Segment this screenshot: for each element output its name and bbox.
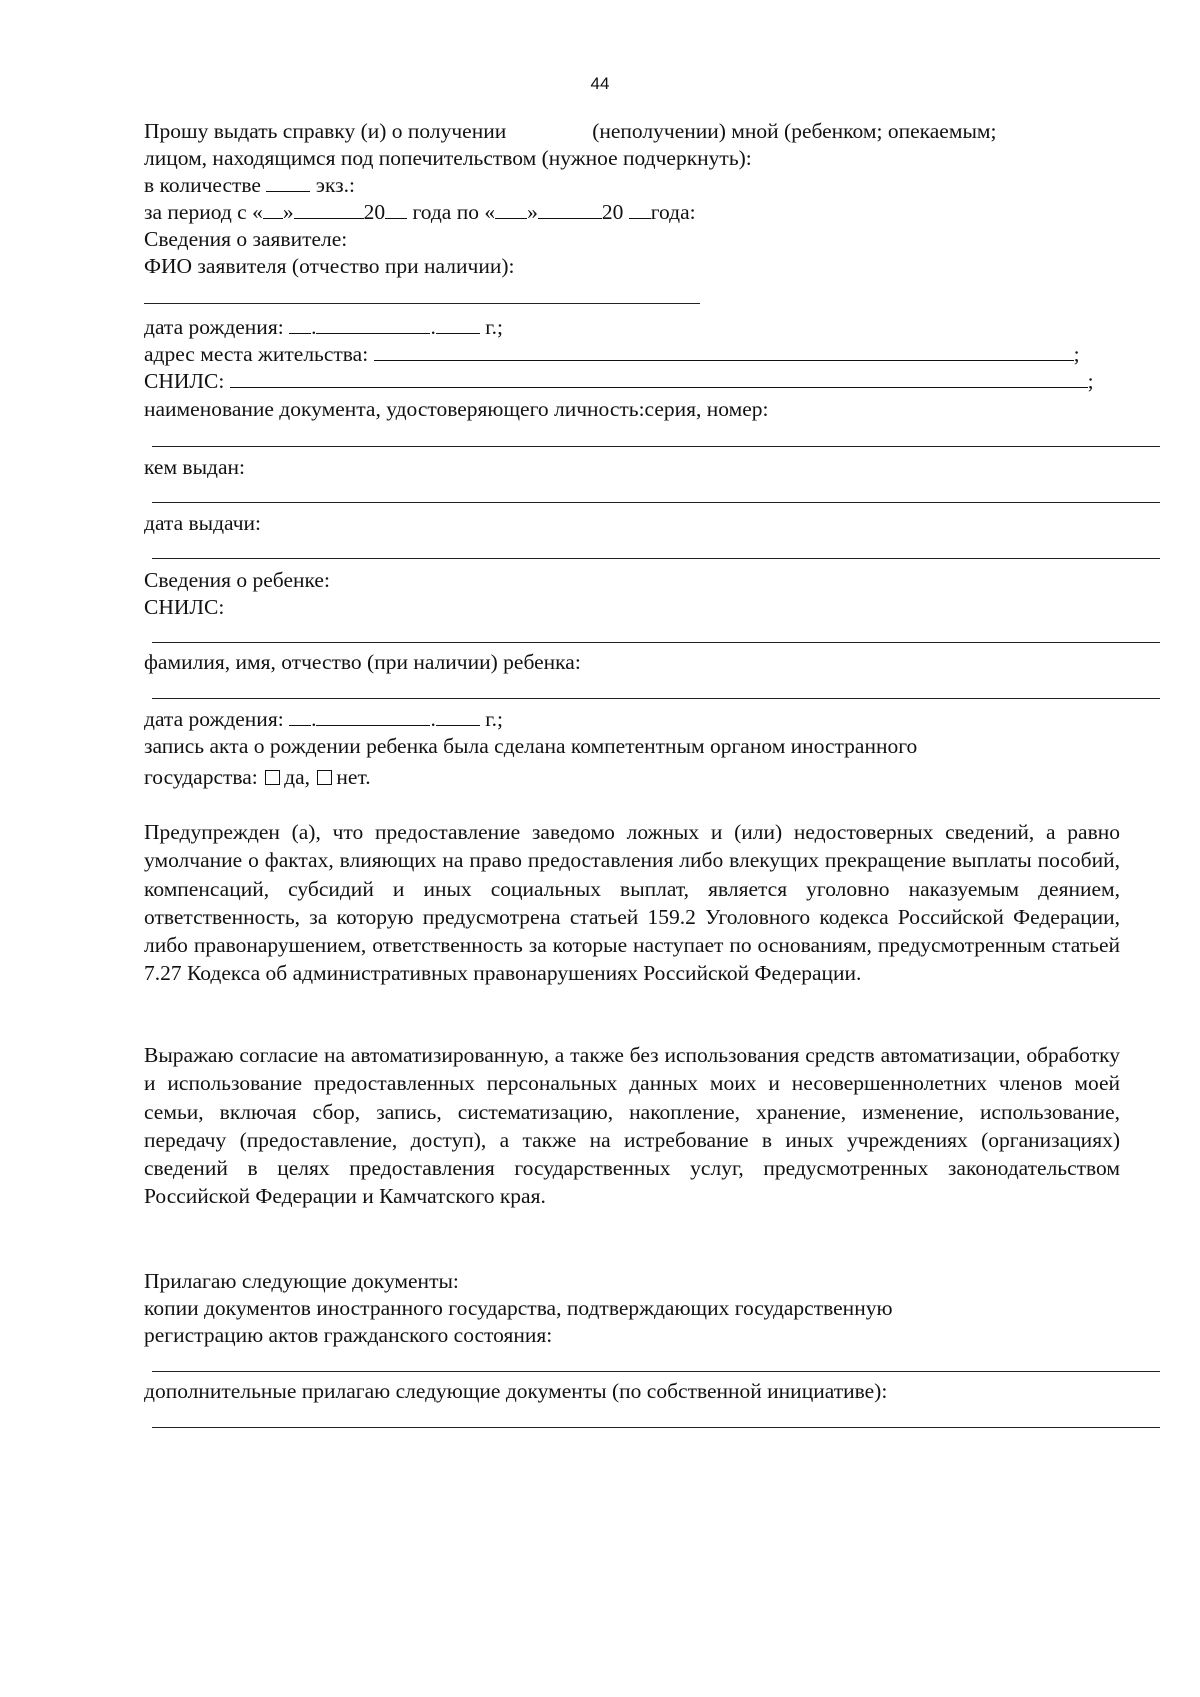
period-century-to: 20 xyxy=(601,200,624,224)
issue-date-field[interactable] xyxy=(152,558,1160,559)
yes-checkbox[interactable] xyxy=(265,770,280,785)
dot: . xyxy=(430,315,436,339)
applicant-birth-month-field[interactable] xyxy=(316,315,430,334)
request-line-2: лицом, находящимся под попечительством (нужное подчеркнуть): xyxy=(144,146,752,170)
period-from-day-field[interactable] xyxy=(263,200,283,219)
quantity-label: в количестве xyxy=(144,173,261,197)
applicant-snils-field[interactable] xyxy=(230,369,1088,388)
child-birth-label: дата рождения: xyxy=(144,707,284,731)
child-fio-field[interactable] xyxy=(152,698,1160,699)
address-field[interactable] xyxy=(374,342,1074,361)
id-doc-label: наименование документа, удостоверяющего личность:серия, номер: xyxy=(144,397,769,421)
issued-by-label: кем выдан: xyxy=(144,455,245,479)
period-label: за период с « xyxy=(144,200,263,224)
applicant-birth-day-field[interactable] xyxy=(289,315,311,334)
address-label: адрес места жительства: xyxy=(144,342,369,366)
applicant-birth-label: дата рождения: xyxy=(144,315,284,339)
child-birth-line xyxy=(144,706,503,732)
quantity-line xyxy=(144,172,355,198)
issue-date-label: дата выдачи: xyxy=(144,511,262,535)
applicant-snils-line xyxy=(144,368,1094,394)
period-quote-2: » xyxy=(527,200,538,224)
period-line xyxy=(144,199,696,225)
applicant-birth-year-field[interactable] xyxy=(436,315,480,334)
no-label: нет. xyxy=(336,765,371,789)
period-to-month-field[interactable] xyxy=(538,200,602,219)
foreign-record-line-2 xyxy=(144,764,371,790)
no-checkbox[interactable] xyxy=(317,770,332,785)
dot: . xyxy=(430,707,436,731)
quantity-field[interactable] xyxy=(266,173,310,192)
child-birth-month-field[interactable] xyxy=(316,707,430,726)
period-end: года: xyxy=(650,200,696,224)
dot: . xyxy=(311,707,317,731)
dot: . xyxy=(311,315,317,339)
request-text-b: (неполучении) мной (ребенком; опекаемым; xyxy=(592,119,997,143)
issued-by-field[interactable] xyxy=(152,502,1160,503)
applicant-fio-field[interactable] xyxy=(144,303,700,304)
child-birth-day-field[interactable] xyxy=(289,707,311,726)
additional-docs-label: дополнительные прилагаю следующие документы (по собственной инициативе): xyxy=(144,1379,888,1403)
period-from-year-field[interactable] xyxy=(385,200,407,219)
foreign-docs-line-1: копии документов иностранного государства, подтверждающих государственную xyxy=(144,1296,893,1320)
child-heading: Сведения о ребенке: xyxy=(144,568,330,592)
warning-paragraph: Предупрежден (а), что предоставление заведомо ложных и (или) недостоверных сведений, а равно умолчание о фактах, влияющих на право предоставления либо влекущих прекращение выплаты пособий, компенсаций, субсидий и иных социальных выплат, является уголовно наказуемым деянием, ответственность, за которую предусмотрена статьей 159.2 Уголовного кодекса Российской Федерации, либо правонарушением, ответственность за которые наступает по основаниям, предусмотренным статьей 7.27 Кодекса об административных правонарушениях Российской Федерации. xyxy=(144,820,1120,986)
semicolon: ; xyxy=(1087,369,1094,393)
period-century-from: 20 xyxy=(363,200,386,224)
id-doc-field[interactable] xyxy=(152,446,1160,447)
period-to-label: года по « xyxy=(412,200,496,224)
child-snils-label: СНИЛС: xyxy=(144,595,225,619)
request-line-1 xyxy=(144,118,996,144)
period-to-day-field[interactable] xyxy=(495,200,527,219)
foreign-docs-field[interactable] xyxy=(152,1371,1160,1372)
period-to-year-field[interactable] xyxy=(629,200,651,219)
request-text-a: Прошу выдать справку (и) о получении xyxy=(144,119,507,143)
foreign-docs-line-2: регистрацию актов гражданского состояния: xyxy=(144,1323,553,1347)
yes-label: да, xyxy=(284,765,311,789)
period-from-month-field[interactable] xyxy=(294,200,364,219)
attachments-heading: Прилагаю следующие документы: xyxy=(144,1269,459,1293)
applicant-fio-label: ФИО заявителя (отчество при наличии): xyxy=(144,254,515,278)
foreign-record-line-1: запись акта о рождении ребенка была сделана компетентным органом иностранного xyxy=(144,734,918,758)
consent-paragraph: Выражаю согласие на автоматизированную, а также без использования средств автоматизации, обработку и использование предоставленных персональных данных моих и несовершеннолетних членов моей семьи, включая сбор, запись, систематизацию, накопление, хранение, изменение, использование, передачу (предоставление, доступ), а также на истребование в иных учреждениях (организациях) сведений в целях предоставления государственных услуг, предусмотренных законодательством Российской Федерации и Камчатского края. xyxy=(144,1043,1120,1209)
child-fio-label: фамилия, имя, отчество (при наличии) ребенка: xyxy=(144,650,581,674)
foreign-record-prefix: государства: xyxy=(144,765,258,789)
applicant-birth-line xyxy=(144,314,503,340)
child-birth-year-field[interactable] xyxy=(436,707,480,726)
additional-docs-field[interactable] xyxy=(152,1427,1160,1428)
semicolon: ; xyxy=(1073,342,1080,366)
page-number: 44 xyxy=(590,74,610,93)
address-line xyxy=(144,341,1080,367)
child-snils-field[interactable] xyxy=(152,642,1160,643)
period-quote: » xyxy=(282,200,294,224)
year-suffix: г.; xyxy=(485,707,503,731)
applicant-heading: Сведения о заявителе: xyxy=(144,227,348,251)
applicant-snils-label: СНИЛС: xyxy=(144,369,225,393)
year-suffix: г.; xyxy=(485,315,503,339)
quantity-suffix: экз.: xyxy=(315,173,355,197)
